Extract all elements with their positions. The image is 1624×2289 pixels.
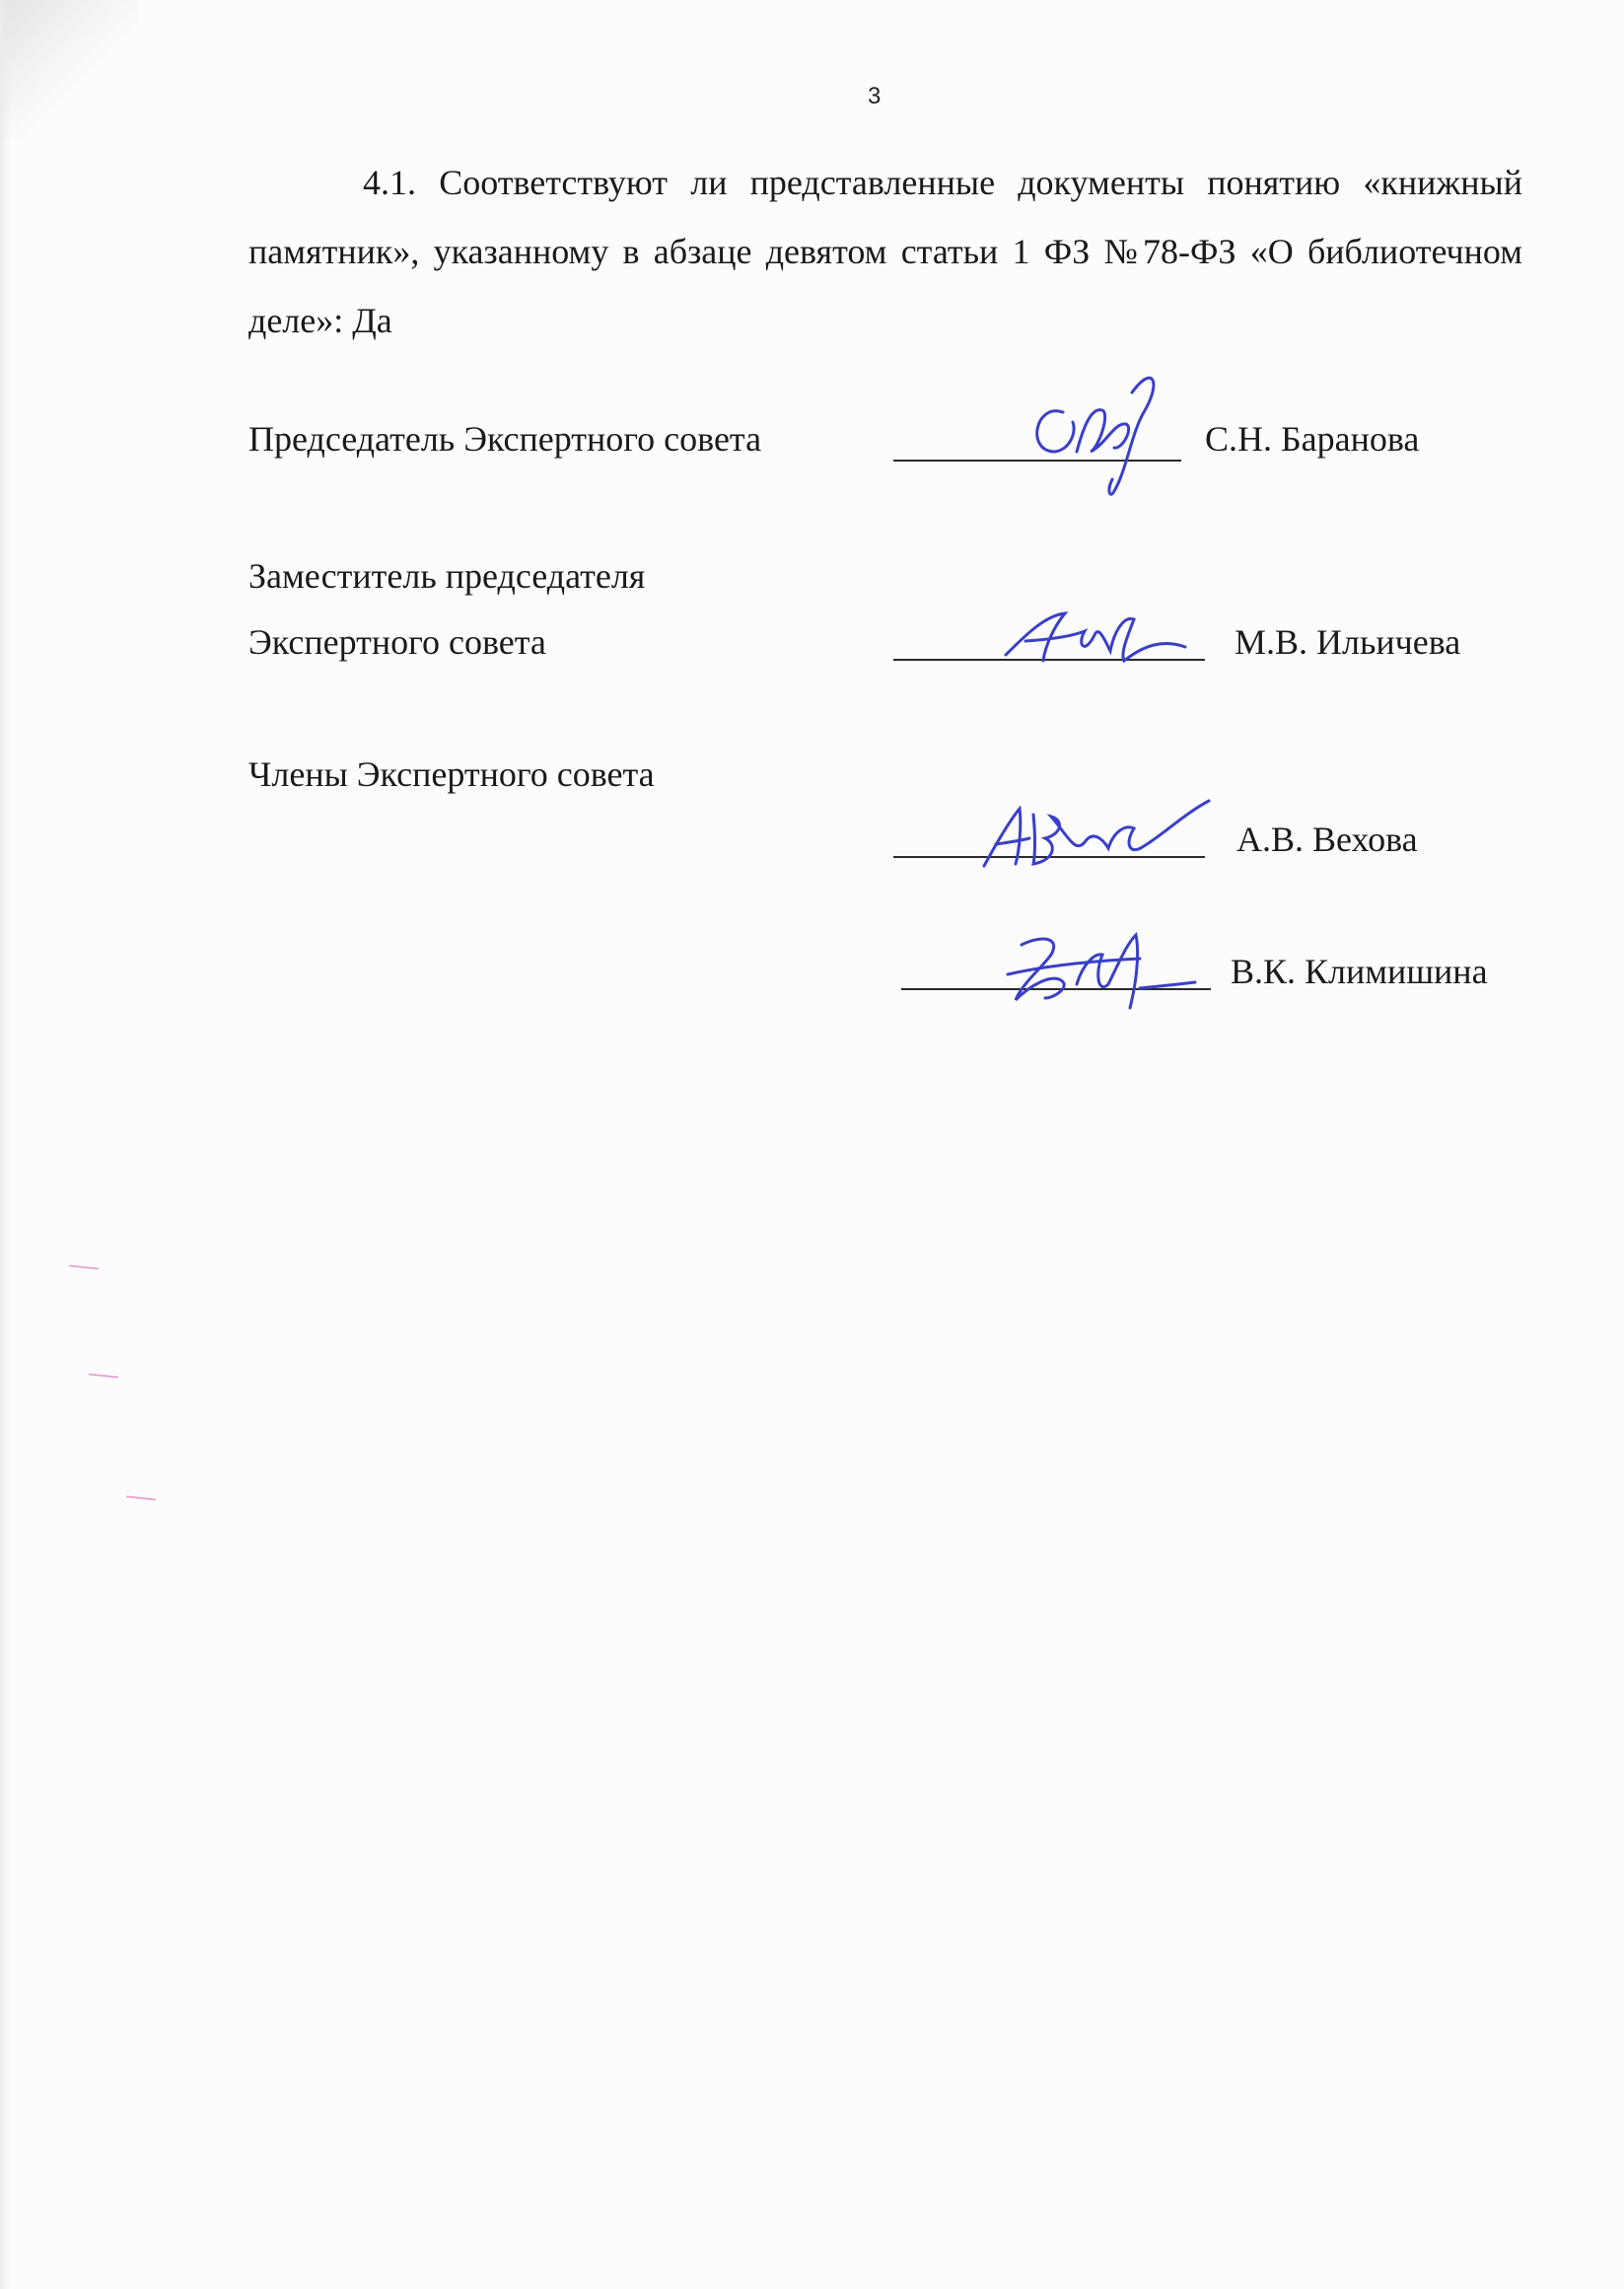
question-paragraph: 4.1. Соответствуют ли представленные документы понятию «книжный памятник», указанному в абзаце девятом статьи 1 ФЗ №78-ФЗ «О библиотечном деле»: Да [248,163,1522,340]
chairman-signature-icon [1016,353,1173,501]
scan-edge-shadow [0,0,10,2289]
scan-mark [126,1495,156,1500]
members-role: Члены Экспертного совета [248,754,655,794]
scan-mark [69,1264,99,1269]
deputy-name: М.В. Ильичева [1235,622,1461,662]
deputy-role-line2: Экспертного совета [248,622,546,662]
scan-corner-shadow [0,0,138,138]
member2-signature-icon [992,925,1199,1014]
page-number: 3 [868,83,882,109]
deputy-signature-icon [996,596,1193,675]
member2-name: В.К. Климишина [1231,952,1488,991]
member1-name: А.В. Вехова [1236,820,1418,859]
chairman-role: Председатель Экспертного совета [248,419,762,459]
chairman-name: С.Н. Баранова [1205,419,1420,459]
scan-mark [89,1373,118,1378]
member1-signature-icon [976,795,1213,874]
deputy-role-line1: Заместитель председателя [248,556,646,596]
